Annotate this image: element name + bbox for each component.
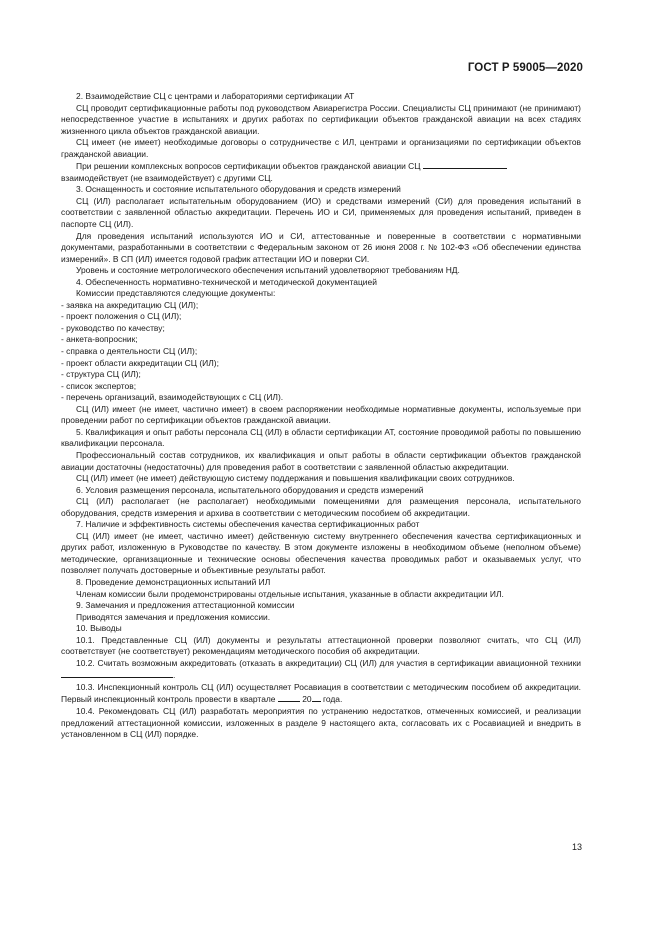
list-item: - проект положения о СЦ (ИЛ); bbox=[61, 311, 182, 322]
paragraph: СЦ (ИЛ) располагает (не располагает) необходимыми помещениями для размещения персонала, испытательного оборудования, средств измерения и архива в соответствии с методическим пособием об аккредитации. bbox=[61, 496, 581, 518]
list-item: - руководство по качеству; bbox=[61, 322, 165, 333]
list-item: - структура СЦ (ИЛ); bbox=[61, 369, 141, 380]
paragraph: СЦ проводит сертификационные работы под руководством Авиарегистра России. Специалисты СЦ принимают (не принимают) непосредственное участие в испытаниях и других работах по сертификации объектов гражданской авиации на всех стадиях жизненного цикла объектов гражданской авиации. bbox=[61, 102, 581, 136]
section-heading: 10. Выводы bbox=[76, 623, 122, 634]
list-item: - справка о деятельности СЦ (ИЛ); bbox=[61, 346, 198, 357]
section-heading: 7. Наличие и эффективность системы обеспечения качества сертификационных работ bbox=[76, 519, 420, 530]
paragraph: СЦ (ИЛ) имеет (не имеет, частично имеет) в своем распоряжении необходимые нормативные документы, используемые при проведении работ по сертификации объектов гражданской авиации. bbox=[61, 403, 581, 426]
paragraph: Комиссии представляются следующие документы: bbox=[76, 288, 276, 299]
paragraph: Профессиональный состав сотрудников, их квалификация и опыт работы в области сертификации объектов гражданской авиации достаточны (недостаточны) для проведения работ в соответствии с заявленной областью аккредитации. bbox=[61, 449, 581, 472]
section-heading: 2. Взаимодействие СЦ с центрами и лабораториями сертификации АТ bbox=[76, 91, 355, 101]
paragraph: СЦ (ИЛ) располагает испытательным оборудованием (ИО) и средствами измерений (СИ) для проведения испытаний в соответствии с заявленной областью аккредитации. Перечень ИО и СИ, применяемых для проведения испытаний, приведен в паспорте СЦ (ИЛ). bbox=[61, 195, 581, 230]
paragraph-text: 10.2. Считать возможным аккредитовать (отказать в аккредитации) СЦ (ИЛ) для участия в сертификации авиационной техники bbox=[76, 657, 581, 668]
section-heading: 3. Оснащенность и состояние испытательного оборудования и средств измерений bbox=[76, 184, 401, 195]
paragraph-text: При решении комплексных вопросов сертификации объектов гражданской авиации СЦ bbox=[76, 161, 421, 172]
list-item: - заявка на аккредитацию СЦ (ИЛ); bbox=[61, 299, 199, 310]
paragraph: СЦ (ИЛ) имеет (не имеет, частично имеет) действенную систему внутреннего обеспечения качества сертификационных и других работ, изложенную в Руководстве по качеству. В этом документе изложены в необходимом объеме (неполном объеме) методические, организационные и технические основы обеспечения качества проводимых работ и оказываемых услуг, что позволяет получать достоверные и объективные результаты работ. bbox=[61, 530, 581, 576]
paragraph-with-blank bbox=[61, 682, 581, 706]
paragraph: 10.1. Представленные СЦ (ИЛ) документы и результаты аттестационной проверки позволяют считать, что СЦ (ИЛ) соответствует (не соответствует) рекомендациям методического пособия об аккредитации. bbox=[61, 634, 581, 657]
paragraph: 10.4. Рекомендовать СЦ (ИЛ) разработать мероприятия по устранению недостатков, отмеченных комиссией, и реализации предложений аттестационной комиссии, изложенных в разделе 9 настоящего акта, согласовать их с Росавиацией и внедрить в установленном в СЦ (ИЛ) порядке. bbox=[61, 705, 581, 740]
list-item: - проект области аккредитации СЦ (ИЛ); bbox=[61, 357, 219, 368]
list-item: - перечень организаций, взаимодействующих с СЦ (ИЛ). bbox=[61, 392, 284, 403]
paragraph: Членам комиссии были продемонстрированы отдельные испытания, указанные в области аккредитации ИЛ. bbox=[76, 588, 504, 599]
paragraph: Уровень и состояние метрологического обеспечения испытаний удовлетворяют требованиям НД. bbox=[76, 265, 460, 276]
page-number: 13 bbox=[571, 842, 582, 852]
section-heading: 4. Обеспеченность нормативно-технической и методической документацией bbox=[76, 276, 377, 287]
section-heading: 5. Квалификация и опыт работы персонала СЦ (ИЛ) в области сертификации АТ, состояние проводимой работы по повышению квалификации персонала. bbox=[61, 426, 581, 449]
fill-in-blank bbox=[423, 160, 507, 169]
section-heading: 6. Условия размещения персонала, испытательного оборудования и средств измерений bbox=[76, 484, 424, 495]
paragraph-with-blank bbox=[61, 160, 581, 173]
list-item: - список экспертов; bbox=[61, 380, 137, 391]
fill-in-blank bbox=[312, 693, 321, 702]
document-header: ГОСТ Р 59005—2020 bbox=[467, 62, 583, 74]
paragraph-text: года. bbox=[322, 694, 343, 705]
section-heading: 9. Замечания и предложения аттестационной комиссии bbox=[76, 600, 295, 611]
paragraph: Для проведения испытаний используются ИО и СИ, аттестованные и поверенные в соответствии с нормативными документами, разработанными в соответствии с Федеральным законом от 26 июня 2008 г. № 102-ФЗ «Об обеспечении единства измерений». В СП (ИЛ) имеется годовой график аттестации ИО и поверки СИ. bbox=[61, 230, 581, 264]
document-body bbox=[61, 91, 581, 741]
year-prefix: 20 bbox=[302, 694, 312, 705]
paragraph-with-blank: 10.2. Считать возможным аккредитовать (отказать в аккредитации) СЦ (ИЛ) для участия в сертификации авиационной техники . bbox=[61, 658, 581, 682]
paragraph-text: 10.3. Инспекционный контроль СЦ (ИЛ) осуществляет Росавиация в соответствии с методическим пособием об аккредитации. Первый инспекционный контроль провести в квартале bbox=[61, 681, 581, 705]
fill-in-blank bbox=[61, 669, 173, 678]
list-item: - анкета-вопросник; bbox=[61, 334, 138, 345]
paragraph: Приводятся замечания и предложения комиссии. bbox=[76, 611, 271, 622]
fill-in-blank bbox=[278, 693, 300, 702]
section-heading: 8. Проведение демонстрационных испытаний ИЛ bbox=[76, 576, 271, 587]
paragraph: СЦ (ИЛ) имеет (не имеет) действующую систему поддержания и повышения квалификации своих сотрудников. bbox=[76, 473, 515, 484]
paragraph-continuation: взаимодействует (не взаимодействует) с другими СЦ. bbox=[61, 172, 273, 183]
paragraph: СЦ имеет (не имеет) необходимые договоры о сотрудничестве с ИЛ, центрами и организациями по сертификации объектов гражданской авиации. bbox=[61, 137, 581, 159]
